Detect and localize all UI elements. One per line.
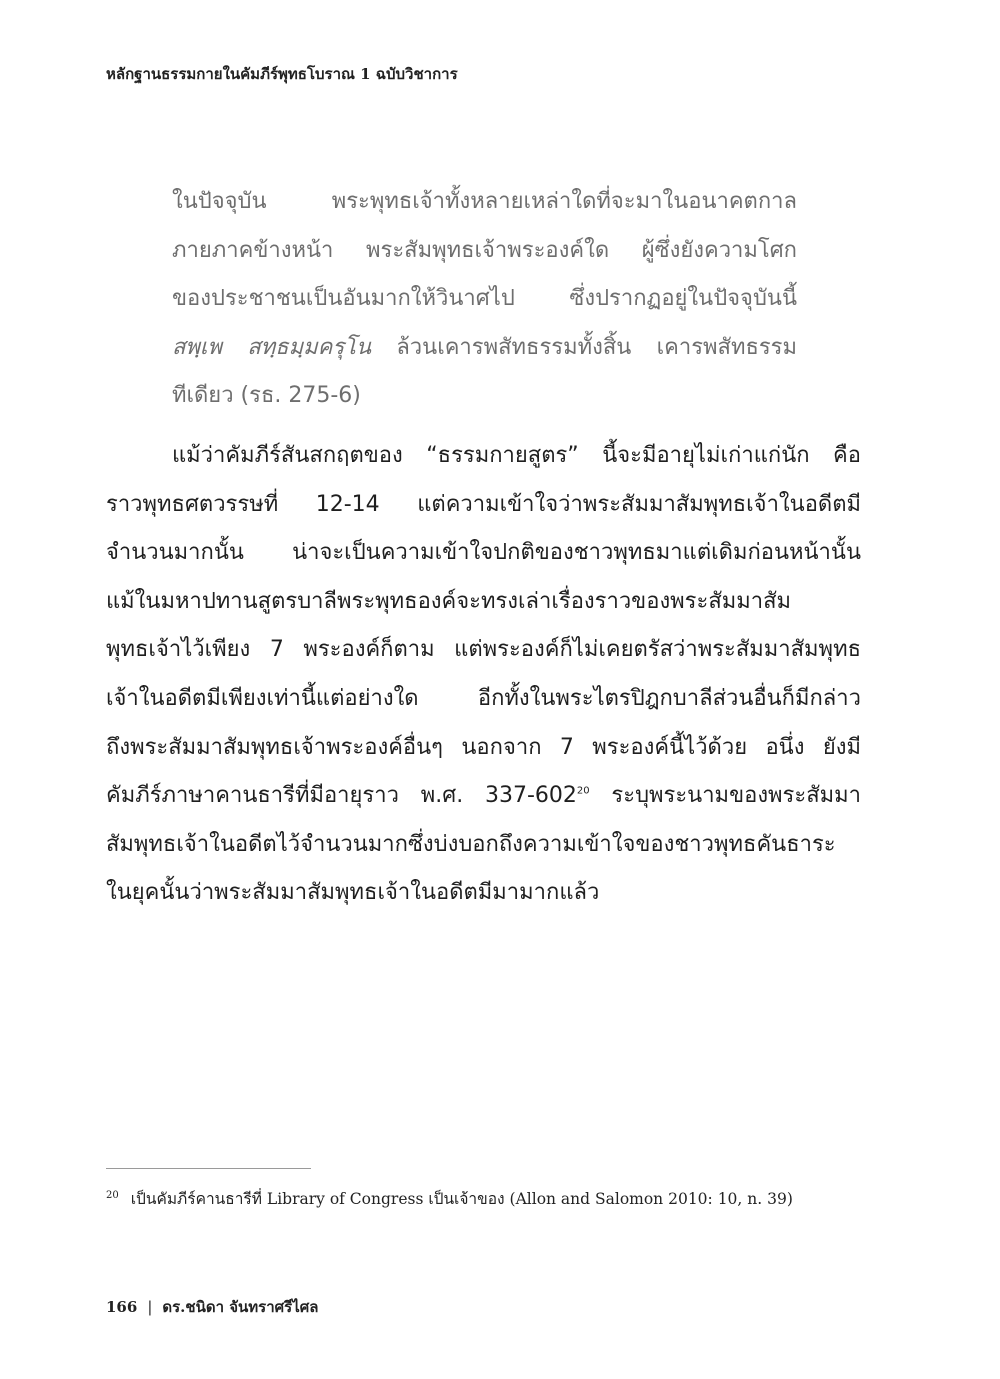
quote-line: ภายภาคข้างหน้า พระสัมพุทธเจ้าพระองค์ใด ผู้ซึ่งยังความโศก	[172, 237, 797, 263]
paragraph-line: เจ้าในอดีตมีเพียงเท่านี้แต่อย่างใด อีกทั้งในพระไตรปิฎกบาลีส่วนอื่นก็มีกล่าว	[106, 685, 861, 711]
quote-line: ในปัจจุบัน พระพุทธเจ้าทั้งหลายเหล่าใดที่จะมาในอนาคตกาล	[172, 189, 797, 214]
paragraph-line: ราวพุทธศตวรรษที่ 12-14 แต่ความเข้าใจว่าพระสัมมาสัมพุทธเจ้าในอดีตมี	[106, 491, 861, 517]
paragraph-line: จำนวนมากนั้น น่าจะเป็นความเข้าใจปกติของชาวพุทธมาแต่เดิมก่อนหน้านั้น	[106, 540, 861, 566]
page-number: 166	[106, 1298, 138, 1316]
footer-separator: |	[147, 1298, 153, 1316]
quote-line: ของประชาชนเป็นอันมากให้วินาศไป ซึ่งปรากฏอยู่ในปัจจุบันนี้	[172, 286, 797, 311]
block-quote	[172, 178, 797, 421]
running-header: หลักฐานธรรมกายในคัมภีร์พุทธโบราณ 1 ฉบับวิชาการ	[106, 65, 458, 83]
paragraph-line: สัมพุทธเจ้าในอดีตไว้จำนวนมากซึ่งบ่งบอกถึงความเข้าใจของชาวพุทธคันธาระ	[106, 831, 836, 857]
paragraph-line: แม้ว่าคัมภีร์สันสกฤตของ “ธรรมกายสูตร” นี้จะมีอายุไม่เก่าแก่นัก คือ	[172, 443, 861, 468]
paragraph-line: พุทธเจ้าไว้เพียง 7 พระองค์ก็ตาม แต่พระองค์ก็ไม่เคยตรัสว่าพระสัมมาสัมพุทธ	[106, 637, 861, 663]
paragraph-line-end: ระบุพระนามของพระสัมมา	[589, 783, 861, 809]
paragraph-line-last: ในยุคนั้นว่าพระสัมมาสัมพุทธเจ้าในอดีตมีมามากแล้ว	[106, 880, 600, 906]
paragraph-line: ถึงพระสัมมาสัมพุทธเจ้าพระองค์อื่นๆ นอกจาก 7 พระองค์นี้ไว้ด้วย อนึ่ง ยังมี	[106, 734, 861, 760]
quote-line-citation: ทีเดียว (รธ. 275-6)	[172, 383, 361, 408]
author-name: ดร.ชนิดา จันทราศรีไศล	[162, 1298, 319, 1316]
paragraph-line: แม้ในมหาปทานสูตรบาลีพระพุทธองค์จะทรงเล่าเรื่องราวของพระสัมมาสัม	[106, 588, 792, 614]
quote-line	[172, 324, 797, 373]
footnote-number: 20	[106, 1189, 119, 1201]
paragraph-line-start: คัมภีร์ภาษาคานธารีที่มีอายุราว พ.ศ. 337-602	[106, 783, 577, 809]
footnote-divider	[106, 1168, 311, 1169]
paragraph-line	[106, 772, 861, 821]
footnote-reference[interactable]: 20	[576, 785, 590, 797]
pali-verse-italic: สพฺเพ สทฺธมฺมครุโน	[172, 334, 372, 360]
page-footer	[106, 1295, 318, 1319]
body-paragraph	[106, 432, 861, 918]
footnote	[106, 1186, 793, 1211]
footnote-text: เป็นคัมภีร์คานธารีที่ Library of Congress เป็นเจ้าของ (Allon and Salomon 2010: 10, n. 39)	[130, 1190, 793, 1208]
quote-line-rest: ล้วนเคารพสัทธรรมทั้งสิ้น เคารพสัทธรรม	[371, 334, 798, 360]
